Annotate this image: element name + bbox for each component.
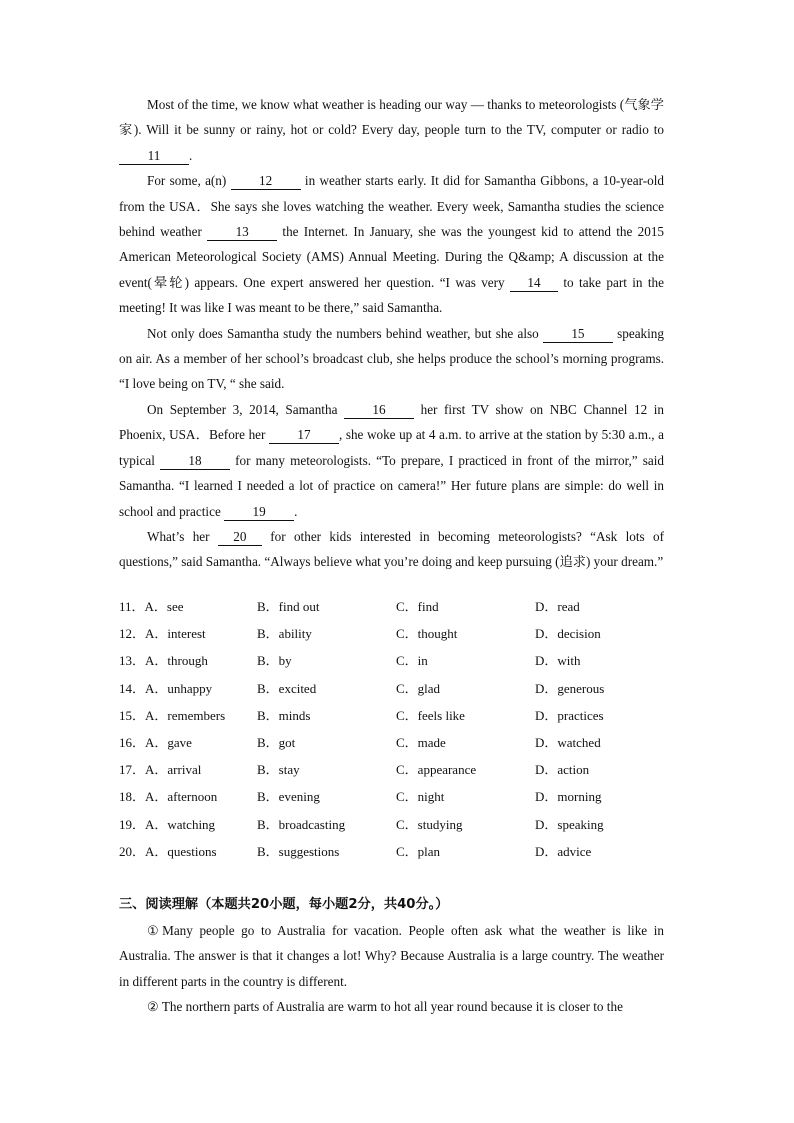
option-a: A．remembers	[145, 707, 226, 723]
passage-text: On September 3, 2014, Samantha	[147, 401, 345, 417]
passage-text: What’s her	[147, 528, 218, 544]
passage-text: for other kids interested in becoming meteorologists? “Ask lots of questions,” said Samantha. “Always believe what you’re doing and keep pursuing (追求) your dream.”	[119, 528, 664, 570]
passage-text: in weather starts early. It did for Samantha Gibbons, a 10-year-old from the USA．She says she loves watching the weather. Every week, Samantha studies the science behind weather	[119, 173, 664, 240]
answer-options	[119, 596, 679, 868]
option-a: A．see	[144, 599, 184, 614]
question-number: 18．	[119, 789, 146, 805]
option-c: C．made	[396, 734, 446, 750]
blank-14: 14	[510, 275, 558, 292]
question-number: 14．	[119, 680, 146, 696]
passage-paragraph-1	[119, 92, 664, 168]
option-row	[119, 650, 679, 677]
option-row	[119, 732, 679, 759]
passage-text: , she woke up at 4 a.m. to arrive at the station by 5:30 a.m., a typical	[119, 427, 664, 468]
option-c: C．in	[396, 653, 428, 669]
option-c: C．find	[396, 599, 439, 614]
passage-paragraph-3	[119, 321, 664, 397]
option-d: D．action	[535, 762, 590, 778]
option-row	[119, 814, 679, 841]
option-d: D．speaking	[535, 816, 604, 832]
passage-text: .	[294, 503, 298, 519]
passage-text: For some, a(n)	[147, 173, 231, 189]
passage-text: speaking on air. As a member of her school’s broadcast club, she helps produce the school’s morning programs. “I love being on TV, “ she said.	[119, 325, 664, 392]
blank-18: 18	[160, 453, 230, 470]
passage-paragraph-4	[119, 397, 664, 524]
option-b: B．evening	[257, 789, 320, 805]
blank-19: 19	[224, 504, 294, 521]
question-number: 13．	[119, 653, 146, 669]
option-d: D．read	[535, 599, 580, 614]
passage-text: Most of the time, we know what weather is heading our way — thanks to meteorologists (气象学家). Will it be sunny or rainy, hot or cold? Every day, people turn to the TV, computer or radio to	[119, 97, 664, 138]
blank-11: 11	[119, 148, 189, 165]
section-title: 三、阅读理解（本题共20小题，每小题2分，共40分。）	[119, 897, 449, 912]
option-b: B．broadcasting	[257, 816, 346, 832]
question-number: 19．	[119, 816, 146, 832]
blank-13: 13	[207, 224, 277, 241]
reading-paragraph-2: ② The northern parts of Australia are warm to hot all year round because it is closer to the	[147, 999, 623, 1015]
blank-16: 16	[344, 402, 414, 419]
option-row	[119, 786, 679, 813]
option-d: D．watched	[535, 734, 601, 750]
question-number: 15．	[119, 707, 146, 723]
blank-12: 12	[231, 173, 301, 190]
option-a: A．gave	[145, 734, 192, 750]
passage-text: for many meteorologists. “To prepare, I practiced in front of the mirror,” said Samantha. “I learned I needed a lot of practice on camera!” Her future plans are simple: do well in school and practice	[119, 452, 664, 519]
question-number: 11．	[119, 599, 145, 614]
option-b: B．got	[257, 734, 296, 750]
reading-passage	[119, 918, 664, 1020]
passage-text: Not only does Samantha study the numbers behind weather, but she also	[147, 325, 543, 341]
option-c: C．studying	[396, 816, 463, 832]
option-a: A．arrival	[145, 762, 202, 778]
question-number: 16．	[119, 734, 146, 750]
option-b: B．minds	[257, 707, 311, 723]
option-a: A．watching	[145, 816, 216, 832]
option-row	[119, 705, 679, 732]
option-d: D．practices	[535, 707, 604, 723]
option-b: B．find out	[257, 599, 320, 614]
option-row	[119, 596, 679, 623]
option-row	[119, 759, 679, 786]
option-d: D．with	[535, 653, 581, 669]
option-d: D．decision	[535, 626, 601, 642]
option-c: C．feels like	[396, 707, 465, 723]
option-d: D．generous	[535, 680, 605, 696]
cloze-passage	[119, 92, 664, 575]
option-b: B．excited	[257, 680, 317, 696]
option-c: C．plan	[396, 843, 441, 859]
passage-text: .	[189, 147, 193, 163]
option-c: C．appearance	[396, 762, 477, 778]
option-d: D．morning	[535, 789, 602, 805]
option-c: C．glad	[396, 680, 441, 696]
question-number: 20．	[119, 843, 146, 859]
option-a: A．interest	[145, 626, 206, 642]
option-a: A．unhappy	[145, 680, 213, 696]
option-a: A．through	[145, 653, 208, 669]
option-b: B．ability	[257, 626, 312, 642]
option-row	[119, 841, 679, 868]
blank-17: 17	[269, 427, 339, 444]
option-row	[119, 678, 679, 705]
option-a: A．afternoon	[145, 789, 218, 805]
passage-text: to take part in the meeting! It was like I was meant to be there,” said Samantha.	[119, 274, 664, 316]
passage-text: her first TV show on NBC Channel 12 in Phoenix, USA．Before her	[119, 401, 665, 443]
passage-paragraph-2	[119, 168, 664, 320]
option-b: B．stay	[257, 762, 300, 778]
option-row	[119, 623, 679, 650]
option-b: B．by	[257, 653, 292, 669]
blank-15: 15	[543, 326, 613, 343]
reading-paragraph-1: ①Many people go to Australia for vacation. People often ask what the weather is like in Australia. The answer is that it changes a lot! Why? Because Australia is a large country. The weather in different parts in the country is different.	[119, 923, 664, 989]
question-number: 12．	[119, 626, 146, 642]
passage-paragraph-5	[119, 524, 664, 575]
question-number: 17．	[119, 762, 146, 778]
passage-text: the Internet. In January, she was the youngest kid to attend the 2015 American Meteorological Society (AMS) Annual Meeting. During the Q&amp; A discussion at the event(晕轮) appears. One expert answered her question. “I was very	[119, 224, 665, 290]
option-a: A．questions	[145, 843, 217, 859]
option-c: C．thought	[396, 626, 458, 642]
option-d: D．advice	[535, 843, 592, 859]
option-c: C．night	[396, 789, 445, 805]
option-b: B．suggestions	[257, 843, 340, 859]
blank-20: 20	[218, 529, 262, 546]
